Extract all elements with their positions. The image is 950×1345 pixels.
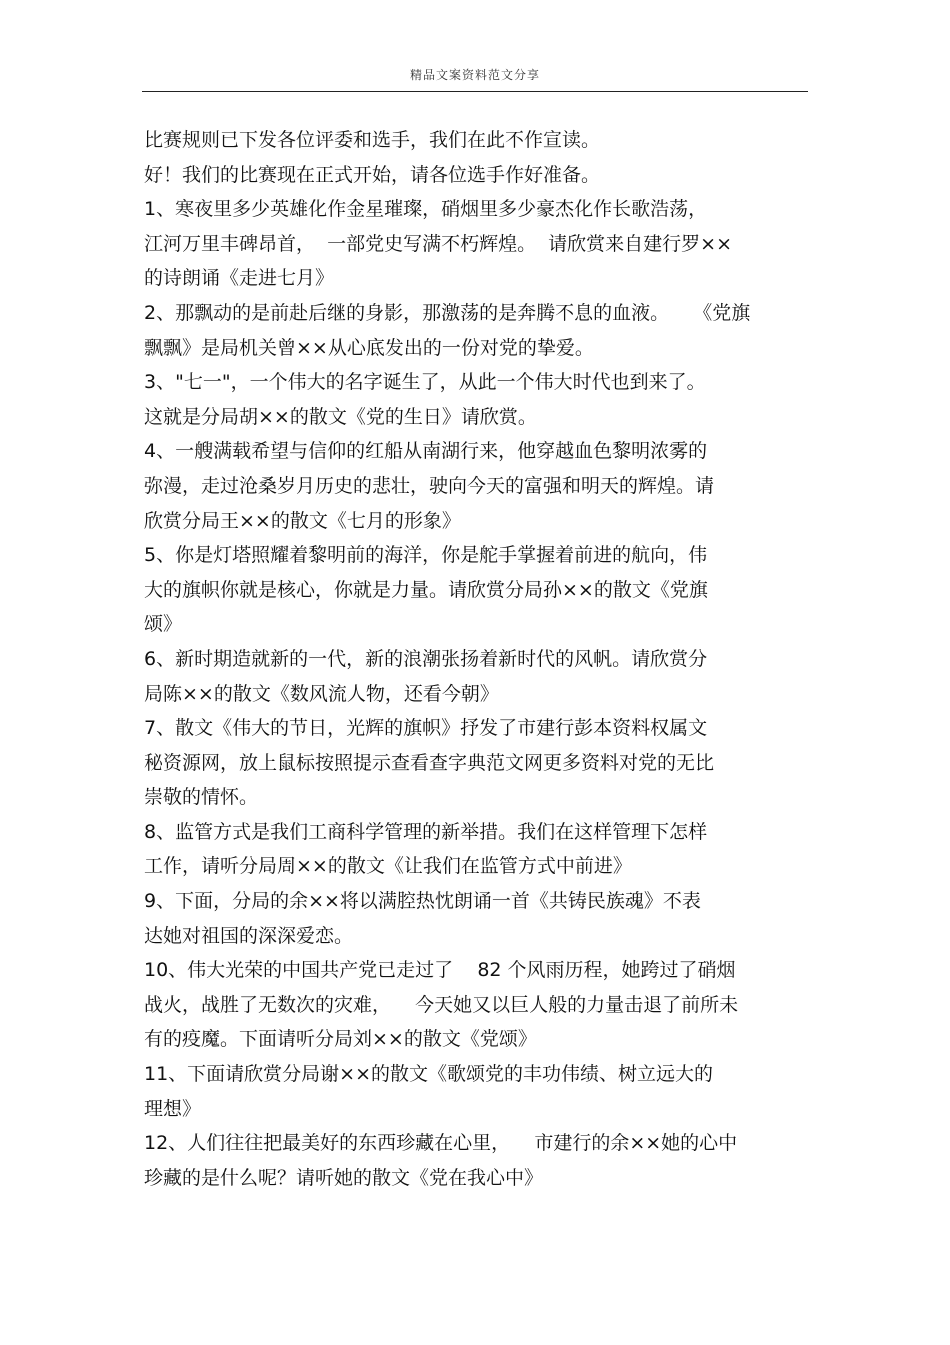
text-line: 秘资源网，放上鼠标按照提示查看查字典范文网更多资料对党的无比	[144, 751, 715, 774]
text-line: 崇敬的情怀。	[144, 786, 259, 809]
text-line: 这就是分局胡××的散文《党的生日》请欣赏。	[144, 405, 537, 428]
text-line: 欣赏分局王××的散文《七月的形象》	[144, 509, 461, 532]
text-line: 达她对祖国的深深爱恋。	[144, 924, 354, 947]
text-line: 6、新时期造就新的一代，新的浪潮张扬着新时代的风帆。请欣赏分	[144, 647, 708, 670]
text-line: 7、散文《伟大的节日，光辉的旗帜》抒发了市建行彭本资料权属文	[144, 717, 708, 740]
page-header-title: 精品文案资料范文分享	[409, 68, 540, 82]
text-line: 江河万里丰碑昂首， 一部党史写满不朽辉煌。 请欣赏来自建行罗××	[144, 232, 732, 255]
text-line: 9、下面，分局的余××将以满腔热忱朗诵一首《共铸民族魂》不表	[144, 890, 701, 913]
text-line: 4、一艘满载希望与信仰的红船从南湖行来，他穿越血色黎明浓雾的	[144, 440, 708, 463]
text-line: 11、下面请欣赏分局谢××的散文《歌颂党的丰功伟绩、树立远大的	[144, 1063, 714, 1086]
text-line: 12、人们往往把最美好的东西珍藏在心里， 市建行的余××她的心中	[144, 1132, 738, 1155]
text-line: 大的旗帜你就是核心，你就是力量。请欣赏分局孙××的散文《党旗	[144, 578, 708, 601]
text-line: 好！我们的比赛现在正式开始，请各位选手作好准备。	[144, 163, 601, 186]
text-line: 3、"七一"，一个伟大的名字诞生了，从此一个伟大时代也到来了。	[144, 371, 706, 394]
text-line: 5、你是灯塔照耀着黎明前的海洋，你是舵手掌握着前进的航向，伟	[144, 544, 708, 567]
text-line: 2、那飘动的是前赴后继的身影，那激荡的是奔腾不息的血液。 《党旗	[144, 301, 751, 324]
text-line: 弥漫，走过沧桑岁月历史的悲壮，驶向今天的富强和明天的辉煌。请	[144, 474, 715, 497]
document-body	[144, 123, 809, 1195]
text-line: 理想》	[144, 1097, 202, 1120]
header-divider	[142, 91, 808, 92]
text-line: 颂》	[144, 613, 183, 636]
text-line: 1、寒夜里多少英雄化作金星璀璨，硝烟里多少豪杰化作长歌浩荡，	[144, 198, 708, 221]
text-line: 10、伟大光荣的中国共产党已走过了 82 个风雨历程，她跨过了硝烟	[144, 959, 736, 982]
text-line: 珍藏的是什么呢？请听她的散文《党在我心中》	[144, 1166, 544, 1189]
text-line: 的诗朗诵《走进七月》	[144, 267, 335, 290]
text-line: 飘飘》是局机关曾××从心底发出的一份对党的挚爱。	[144, 336, 594, 359]
text-line: 比赛规则已下发各位评委和选手，我们在此不作宣读。	[144, 129, 601, 151]
text-line: 有的疫魔。下面请听分局刘××的散文《党颂》	[144, 1028, 537, 1051]
text-line: 8、监管方式是我们工商科学管理的新举措。我们在这样管理下怎样	[144, 820, 708, 843]
text-line: 战火，战胜了无数次的灾难， 今天她又以巨人般的力量击退了前所未	[144, 993, 739, 1016]
text-line: 局陈××的散文《数风流人物，还看今朝》	[144, 682, 499, 705]
text-line: 工作，请听分局周××的散文《让我们在监管方式中前进》	[144, 855, 632, 878]
